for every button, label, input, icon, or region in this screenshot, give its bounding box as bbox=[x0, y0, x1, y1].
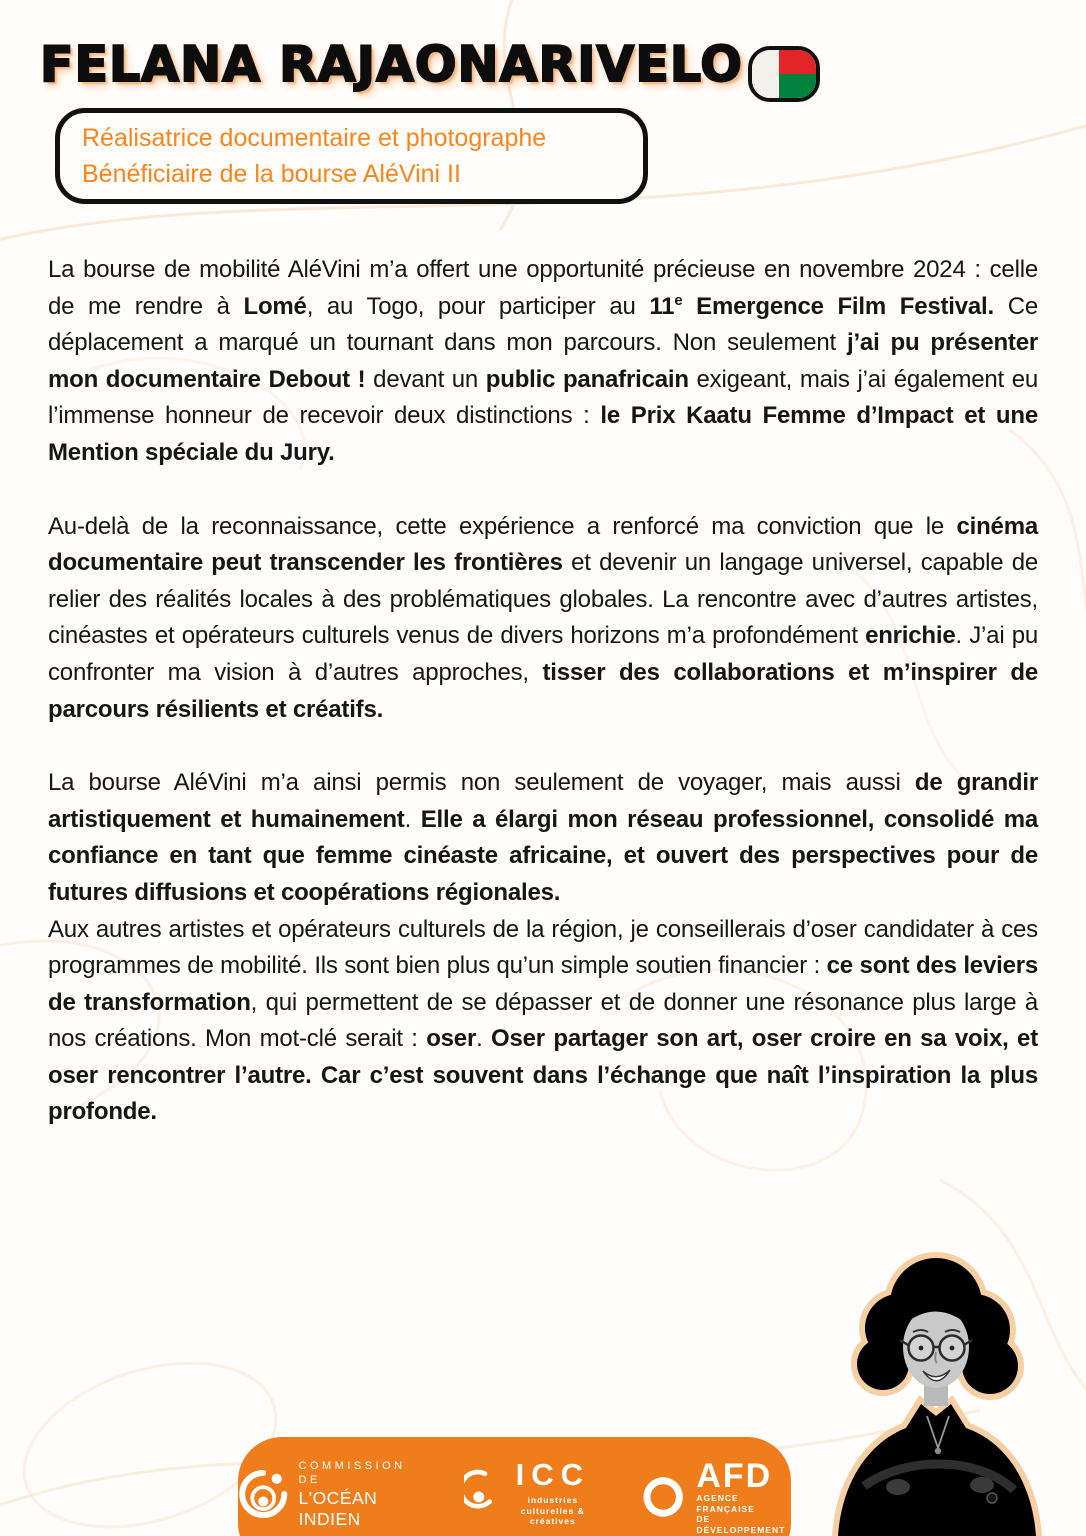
flag-green-band bbox=[779, 74, 816, 98]
subtitle-role: Réalisatrice documentaire et photographe bbox=[82, 124, 547, 152]
text-segment: et devenir un langage universel, capable de relier des réalités locales à des problématiques globales. La rencontre avec d’autres artistes, cinéastes et opérateurs culturels venus de divers horizons m’a profondément bbox=[48, 549, 1039, 650]
bold-text-segment: Oser partager son art, oser croire en sa voix, et oser rencontrer l’autre. Car c’est souvent dans l’échange que naît l’inspiration la plus profonde. bbox=[48, 1025, 1038, 1126]
logo-afd bbox=[640, 1459, 791, 1536]
bold-text-segment: 11 bbox=[649, 292, 675, 320]
bold-text-segment: cinéma documentaire peut transcender les frontières bbox=[48, 512, 1038, 577]
text-segment: Au-delà de la reconnaissance, cette expérience a renforcé ma conviction que le bbox=[48, 512, 957, 540]
coi-logo-icon bbox=[238, 1465, 289, 1523]
subtitle-box bbox=[55, 108, 648, 204]
icc-sub-line1: industries bbox=[527, 1495, 579, 1505]
afd-logo-icon bbox=[640, 1471, 686, 1523]
paragraph-1 bbox=[48, 252, 1038, 472]
paragraph-2 bbox=[48, 509, 1038, 729]
icc-logo-icon bbox=[464, 1466, 494, 1520]
bold-text-segment: Elle a élargi mon réseau professionnel, consolidé ma confiance en tant que femme cinéaste africaine, et ouvert des perspectives pour de futures diffusions et coopérations régionales. bbox=[48, 805, 1039, 906]
text-segment: . bbox=[404, 805, 421, 833]
paragraph-3 bbox=[48, 765, 1038, 911]
madagascar-flag-icon bbox=[748, 46, 820, 102]
bold-text-segment: Emergence Film Festival. bbox=[682, 292, 994, 320]
bold-text-segment: Lomé bbox=[243, 292, 307, 320]
text-segment: devant un bbox=[365, 365, 486, 393]
text-segment: Ce déplacement a marqué un tournant dans mon parcours. Non seulement bbox=[48, 292, 1039, 357]
coi-label-line1: COMMISSION DE bbox=[298, 1460, 406, 1487]
bold-text-segment: public panafricain bbox=[485, 365, 689, 393]
text-segment: La bourse AléVini m’a ainsi permis non seulement de voyager, mais aussi bbox=[48, 769, 915, 797]
bold-text-segment: oser bbox=[426, 1025, 477, 1053]
page-title: FELANA RAJAONARIVELO bbox=[40, 36, 743, 93]
logo-commission-ocean-indien bbox=[238, 1459, 426, 1530]
testimonial-text bbox=[48, 252, 1038, 1168]
text-segment: , au Togo, pour participer au bbox=[306, 292, 650, 320]
text-segment: , qui permettent de se dépasser et de donner une résonance plus large à nos créations. Mon mot-clé serait : bbox=[48, 988, 1039, 1053]
text-segment: . J’ai pu confronter ma vision à d’autres approches, bbox=[48, 622, 1038, 686]
bold-text-segment: le Prix Kaatu Femme d’Impact et une Mention spéciale du Jury. bbox=[48, 402, 1038, 466]
paragraph-4 bbox=[48, 912, 1038, 1132]
afd-label: AFD bbox=[696, 1457, 773, 1495]
coi-label-line2: L'OCÉAN INDIEN bbox=[298, 1487, 378, 1529]
bold-text-segment: de grandir artistiquement et humainement bbox=[48, 769, 1038, 833]
icc-sub-line2: culturelles & créatives bbox=[520, 1505, 585, 1527]
afd-sub-line1: AGENCE FRANÇAISE bbox=[696, 1493, 755, 1514]
text-segment: Aux autres artistes et opérateurs culturels de la région, je conseillerais d’oser candidater à ces programmes de mobilité. Ils sont bien plus qu’un simple soutien financier : bbox=[48, 915, 1038, 980]
bold-text-segment: tisser des collaborations et m’inspirer de parcours résilients et créatifs. bbox=[48, 658, 1038, 723]
bold-text-segment: enrichie bbox=[865, 622, 956, 650]
icc-label: ICC bbox=[515, 1457, 590, 1492]
flag-red-band bbox=[779, 50, 816, 74]
afd-sub-line2: DE DÉVELOPPEMENT bbox=[696, 1514, 786, 1535]
subtitle-grant: Bénéficiaire de la bourse AléVini II bbox=[82, 160, 461, 188]
bold-text-segment: e bbox=[674, 292, 683, 309]
logo-icc bbox=[464, 1459, 602, 1527]
footer-logo-bar bbox=[238, 1437, 791, 1536]
text-segment: . bbox=[476, 1025, 492, 1053]
portrait-photo bbox=[786, 1244, 1086, 1536]
text-segment: exigeant, mais j’ai également eu l’immense honneur de recevoir deux distinctions : bbox=[48, 365, 1039, 430]
bold-text-segment: ce sont des leviers de transformation bbox=[48, 952, 1039, 1016]
bold-text-segment: j’ai pu présenter mon documentaire Debout ! bbox=[48, 329, 1039, 393]
flag-white-band bbox=[752, 50, 779, 98]
text-segment: La bourse de mobilité AléVini m’a offert une opportunité précieuse en novembre 2024 : celle de me rendre à bbox=[48, 256, 1038, 320]
